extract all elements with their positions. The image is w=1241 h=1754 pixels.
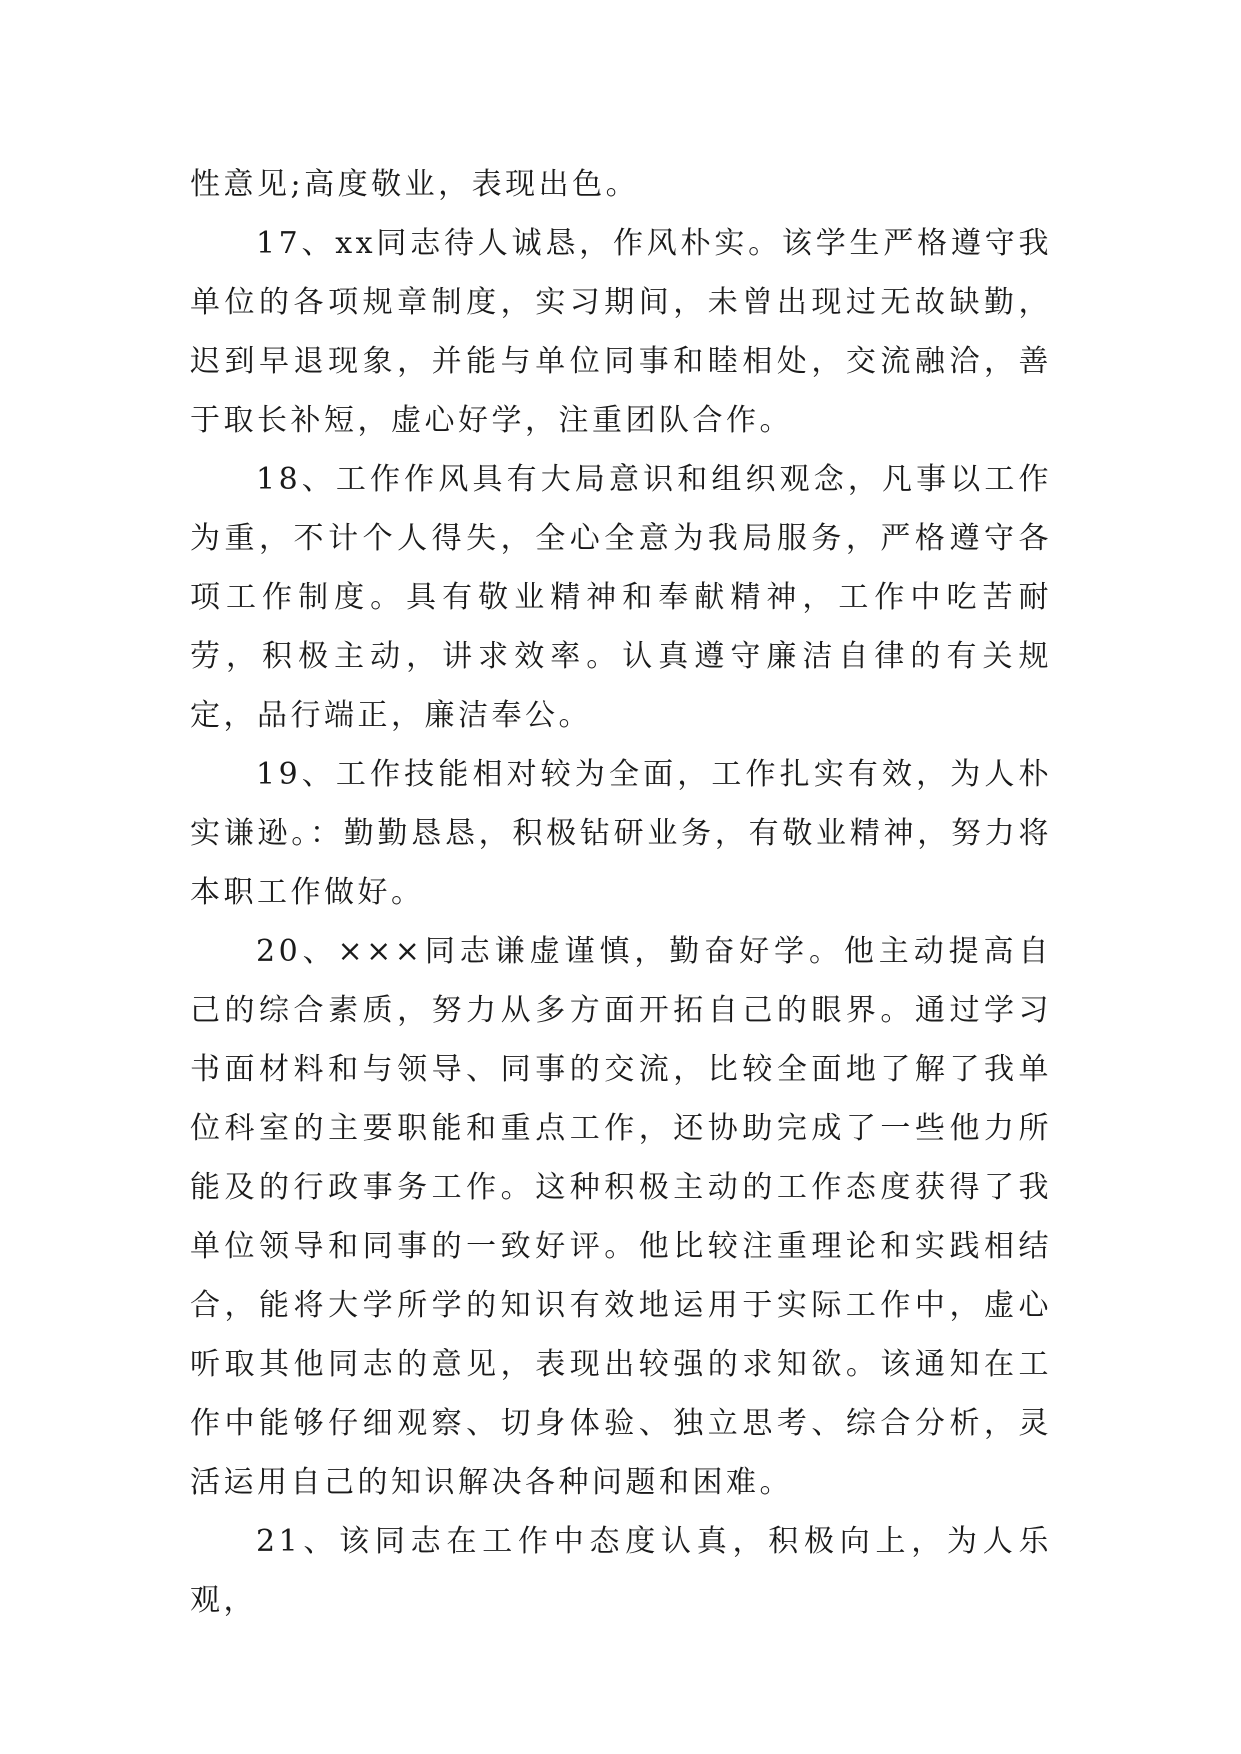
paragraph-item-17: 17、xx同志待人诚恳，作风朴实。该学生严格遵守我单位的各项规章制度，实习期间，未曾出现过无故缺勤，迟到早退现象，并能与单位同事和睦相处，交流融洽，善于取长补短，虚心好学，注重团队合作。 (190, 226, 1052, 438)
paragraph-item-18: 18、工作作风具有大局意识和组织观念，凡事以工作为重，不计个人得失，全心全意为我局服务，严格遵守各项工作制度。具有敬业精神和奉献精神，工作中吃苦耐劳，积极主动，讲求效率。认真遵守廉洁自律的有关规定，品行端正，廉洁奉公。 (190, 462, 1052, 733)
paragraph-item-21: 21、该同志在工作中态度认真，积极向上，为人乐观， (190, 1524, 1052, 1618)
paragraph-continuation: 性意见;高度敬业，表现出色。 (190, 167, 640, 202)
paragraph-item-20: 20、×××同志谦虚谨慎，勤奋好学。他主动提高自己的综合素质，努力从多方面开拓自己的眼界。通过学习书面材料和与领导、同事的交流，比较全面地了解了我单位科室的主要职能和重点工作，还协助完成了一些他力所能及的行政事务工作。这种积极主动的工作态度获得了我单位领导和同事的一致好评。他比较注重理论和实践相结合，能将大学所学的知识有效地运用于实际工作中，虚心听取其他同志的意见，表现出较强的求知欲。该通知在工作中能够仔细观察、切身体验、独立思考、综合分析，灵活运用自己的知识解决各种问题和困难。 (190, 934, 1052, 1500)
document-body (190, 155, 1052, 1630)
paragraph-item-19: 19、工作技能相对较为全面，工作扎实有效，为人朴实谦逊。：勤勤恳恳，积极钻研业务，有敬业精神，努力将本职工作做好。 (190, 757, 1052, 910)
